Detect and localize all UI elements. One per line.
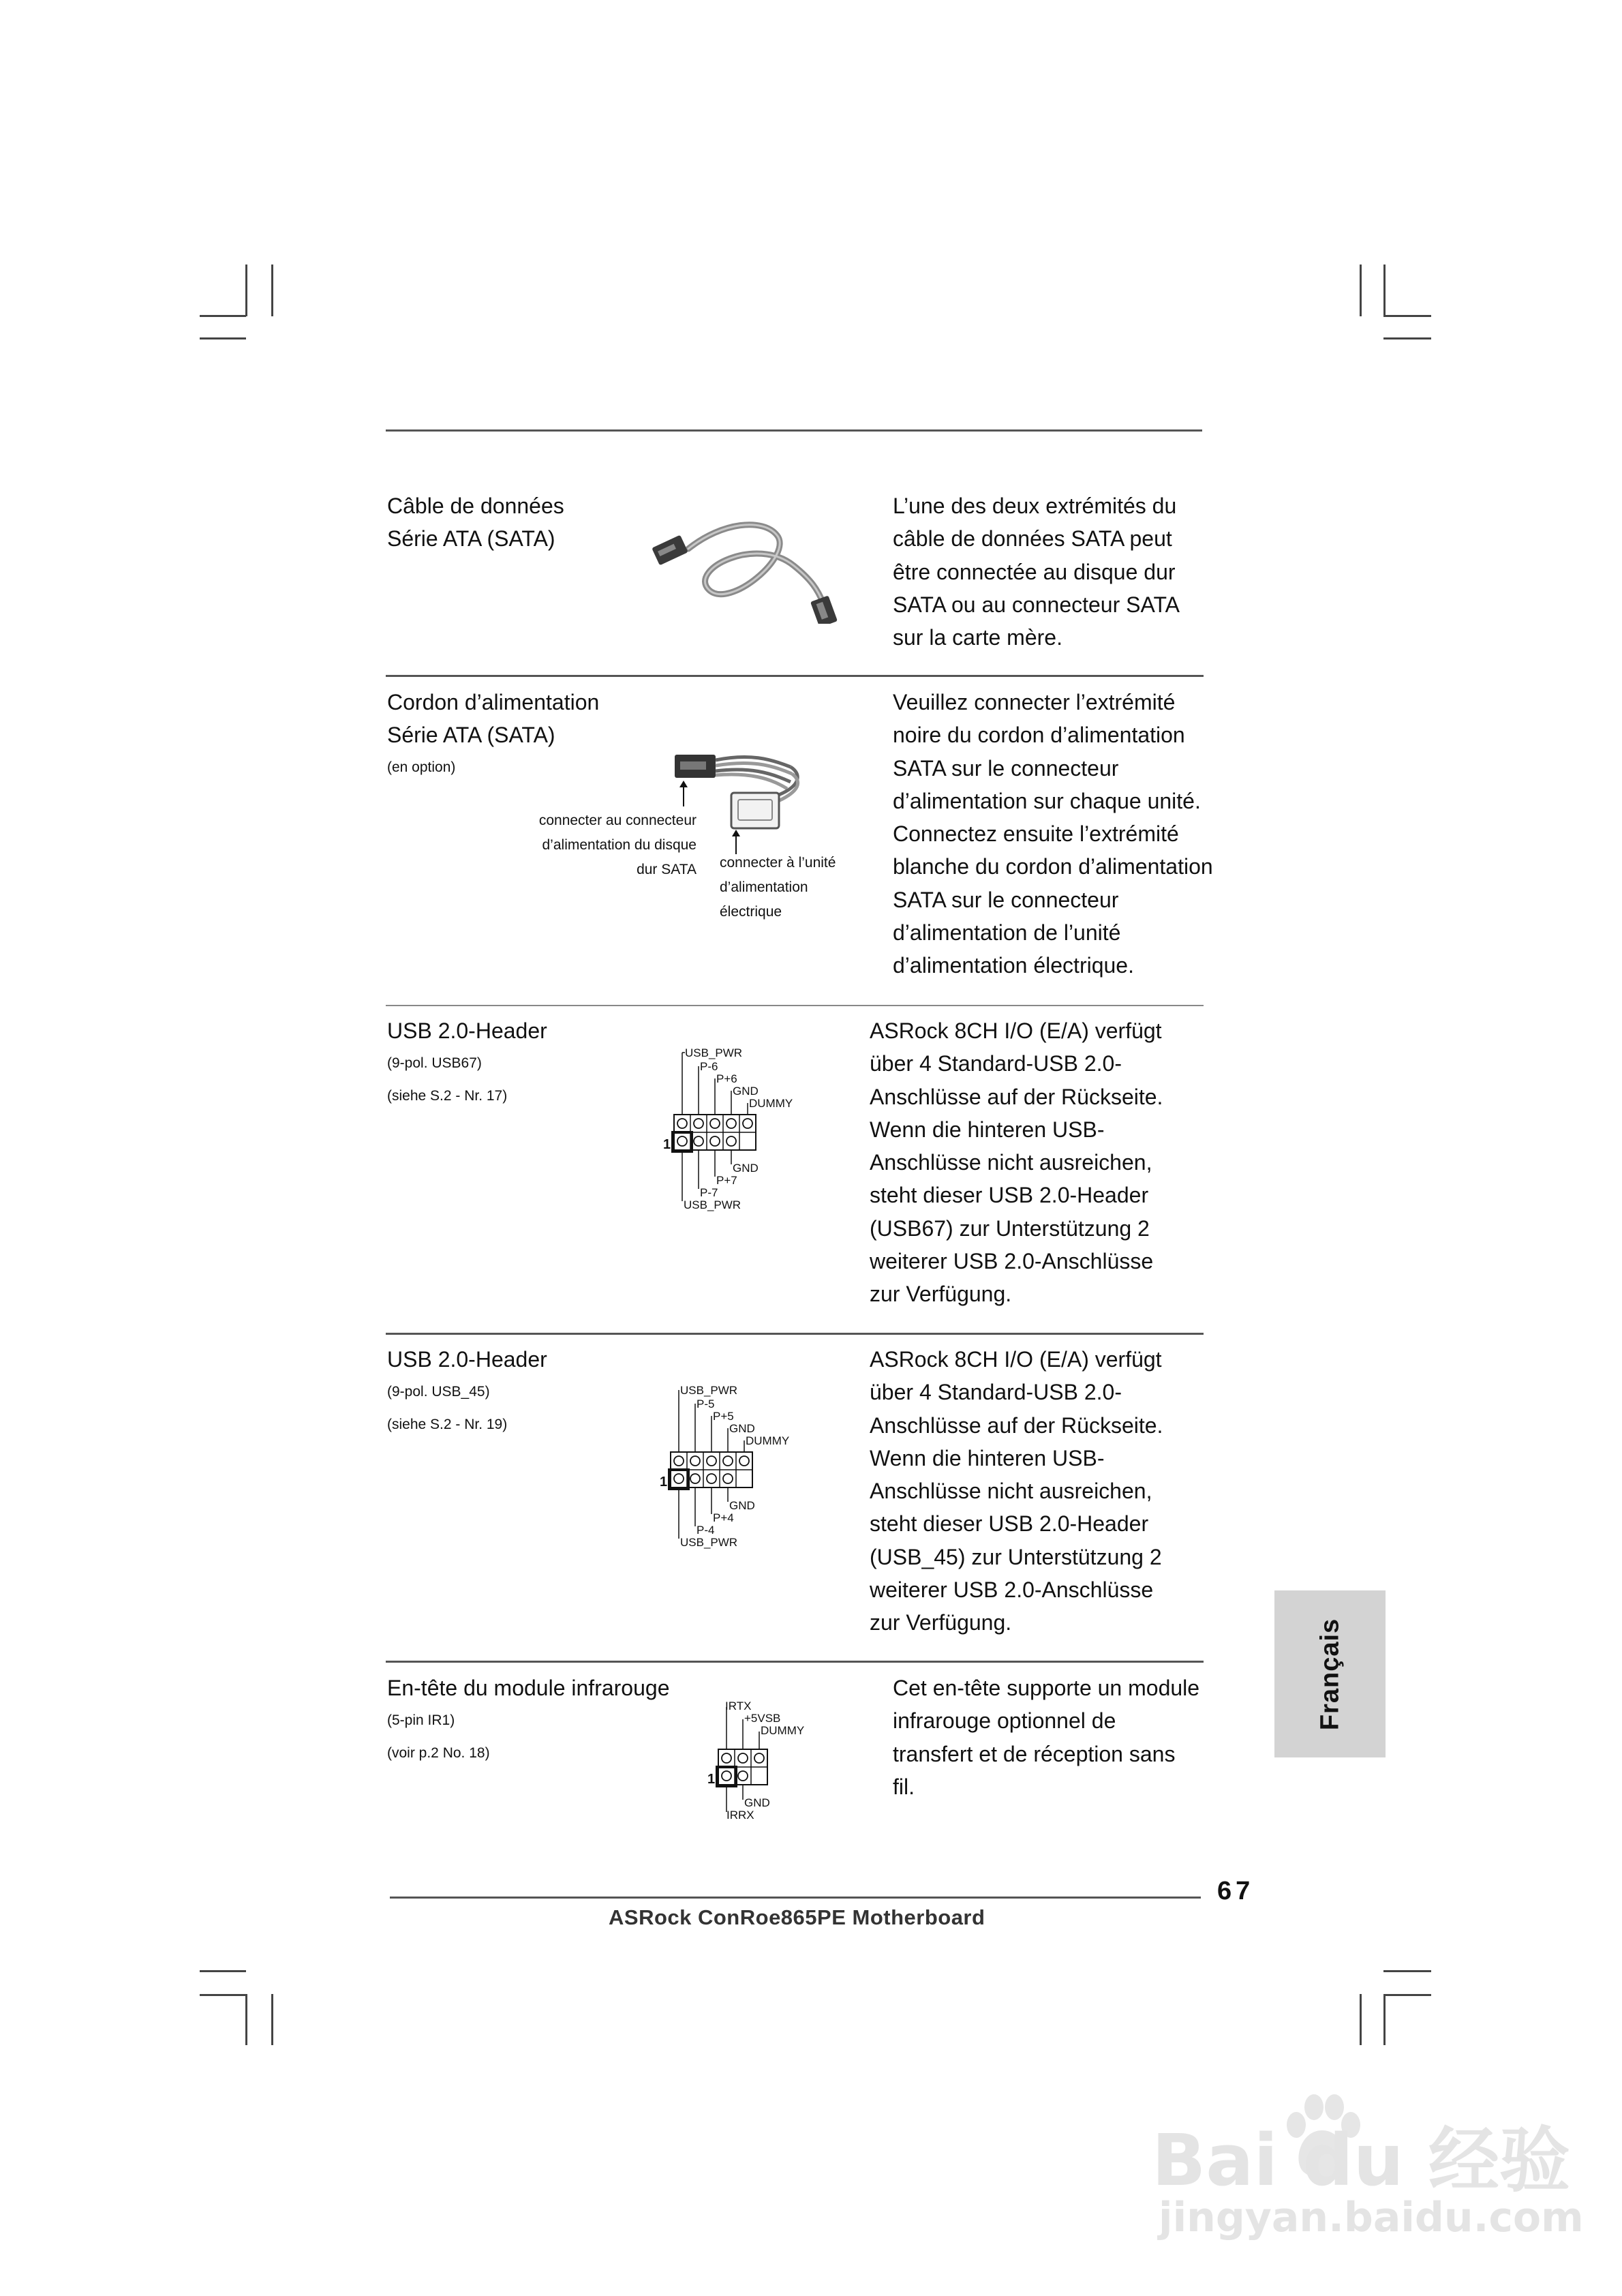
description-line: (USB67) zur Unterstützung 2 xyxy=(870,1215,1150,1241)
footer-rule xyxy=(390,1897,1201,1899)
item-usb45-description xyxy=(870,1343,1163,1640)
crop-mark xyxy=(1360,265,1362,316)
crop-mark xyxy=(200,337,246,339)
description-line: Connectez ensuite l’extrémité xyxy=(893,821,1179,847)
pin1-label: 1 xyxy=(660,1475,668,1490)
caption-line: d’alimentation du disque xyxy=(542,837,697,853)
description-line: steht dieser USB 2.0-Header xyxy=(870,1511,1149,1537)
sub-line: (voir p.2 No. 18) xyxy=(387,1745,490,1761)
pin-label: IRTX xyxy=(725,1700,752,1712)
pin-label: P+5 xyxy=(713,1410,734,1423)
description-line: Veuillez connecter l’extrémité xyxy=(893,690,1176,714)
crop-mark xyxy=(245,265,247,316)
arrow-head xyxy=(679,781,688,787)
description-line: SATA ou au connecteur SATA xyxy=(893,592,1180,617)
item-sata-power-label xyxy=(387,686,599,784)
label-line: USB 2.0-Header xyxy=(387,1018,547,1043)
description-line: weiterer USB 2.0-Anschlüsse xyxy=(870,1577,1154,1603)
description-line: Wenn die hinteren USB- xyxy=(870,1445,1105,1470)
description-line: SATA sur le connecteur xyxy=(893,887,1119,912)
item-ir-description xyxy=(893,1672,1199,1803)
sata-connector-left xyxy=(652,535,688,566)
sata-cable-illustration xyxy=(647,508,852,624)
caption-line: électrique xyxy=(720,904,782,920)
crop-mark xyxy=(1383,265,1386,316)
pin-label: P+4 xyxy=(713,1511,734,1524)
pin-label: P+7 xyxy=(716,1174,737,1187)
pin-label: P-4 xyxy=(697,1524,715,1537)
description-line: SATA sur le connecteur xyxy=(893,755,1119,781)
caption-line: connecter au connecteur xyxy=(538,813,697,828)
divider xyxy=(386,1005,1204,1006)
label-line: Cordon d’alimentation xyxy=(387,690,600,714)
pin-label: GND xyxy=(733,1162,759,1175)
description-line: (USB_45) zur Unterstützung 2 xyxy=(870,1544,1162,1569)
crop-mark xyxy=(200,315,246,317)
pin-label: DUMMY xyxy=(749,1097,793,1110)
label-line: En-tête du module infrarouge xyxy=(387,1676,670,1700)
pin-label: IRRX xyxy=(726,1809,754,1822)
divider xyxy=(386,1661,1204,1663)
pin-label: GND xyxy=(729,1499,755,1512)
watermark-url: jingyan.baidu.com xyxy=(1159,2194,1584,2241)
pin-label: GND xyxy=(733,1085,759,1098)
pin-label: GND xyxy=(729,1422,755,1435)
description-line: Wenn die hinteren USB- xyxy=(870,1117,1105,1142)
item-sata-cable-description xyxy=(893,489,1180,654)
pin-label: USB_PWR xyxy=(685,1046,743,1059)
item-sata-cable-label xyxy=(387,489,564,555)
pin-label: P-5 xyxy=(697,1398,715,1410)
item-usb67-description xyxy=(870,1014,1163,1311)
description-line: ASRock 8CH I/O (E/A) verfügt xyxy=(870,1347,1162,1372)
pin-label: USB_PWR xyxy=(680,1384,738,1397)
item-usb67-label xyxy=(387,1014,547,1113)
description-line: weiterer USB 2.0-Anschlüsse xyxy=(870,1249,1154,1274)
language-side-tab xyxy=(1274,1590,1386,1757)
description-line: noire du cordon d’alimentation xyxy=(893,723,1185,748)
crop-mark xyxy=(1383,1994,1431,1996)
description-line: zur Verfügung. xyxy=(870,1282,1012,1307)
crop-mark xyxy=(1383,1970,1431,1972)
ir-pin-diagram xyxy=(702,1697,838,1827)
description-line: über 4 Standard-USB 2.0- xyxy=(870,1051,1122,1076)
top-rule xyxy=(386,429,1202,432)
sub-line: (9-pol. USB67) xyxy=(387,1055,482,1071)
usb45-pin-diagram xyxy=(654,1380,818,1565)
description-line: blanche du cordon d’alimentation xyxy=(893,854,1213,879)
sub-line: (siehe S.2 - Nr. 17) xyxy=(387,1088,508,1104)
description-line: d’alimentation sur chaque unité. xyxy=(893,788,1201,813)
label-line: Série ATA (SATA) xyxy=(387,526,555,551)
crop-mark xyxy=(271,1994,273,2045)
watermark-brand: Bai du 经验 xyxy=(1152,2119,1570,2202)
footer-title: ASRock ConRoe865PE Motherboard xyxy=(609,1905,985,1929)
caption-left xyxy=(525,809,697,882)
pin-label: GND xyxy=(744,1796,770,1809)
crop-mark xyxy=(1383,1994,1386,2045)
sub-line: (9-pol. USB_45) xyxy=(387,1384,490,1400)
pin1-label: 1 xyxy=(707,1772,716,1787)
description-line: steht dieser USB 2.0-Header xyxy=(870,1183,1149,1208)
page-number: 67 xyxy=(1217,1877,1255,1905)
crop-mark xyxy=(200,1970,246,1972)
caption-line: d’alimentation xyxy=(720,879,808,895)
crop-mark xyxy=(1383,315,1431,317)
label-line: Série ATA (SATA) xyxy=(387,723,555,747)
sub-line: (5-pin IR1) xyxy=(387,1712,455,1728)
description-line: Anschlüsse auf der Rückseite. xyxy=(870,1413,1163,1438)
language-tab-label: Français xyxy=(1315,1618,1344,1730)
description-line: über 4 Standard-USB 2.0- xyxy=(870,1380,1122,1405)
label-line: Câble de données xyxy=(387,494,564,518)
description-line: d’alimentation électrique. xyxy=(893,953,1134,978)
description-line: d’alimentation de l’unité xyxy=(893,920,1121,946)
sub-line: (en option) xyxy=(387,759,456,775)
crop-mark xyxy=(245,1994,247,2045)
caption-line: dur SATA xyxy=(637,862,697,877)
label-line: USB 2.0-Header xyxy=(387,1347,547,1372)
pin-label: P-7 xyxy=(700,1186,718,1199)
pin-label: +5VSB xyxy=(744,1712,781,1725)
crop-mark xyxy=(1383,337,1431,339)
pin-label: P+6 xyxy=(716,1072,737,1085)
pin1-label: 1 xyxy=(663,1137,671,1152)
description-line: câble de données SATA peut xyxy=(893,526,1172,552)
description-line: ASRock 8CH I/O (E/A) verfügt xyxy=(870,1018,1162,1043)
description-line: infrarouge optionnel de xyxy=(893,1708,1116,1734)
description-line: fil. xyxy=(893,1774,915,1799)
pin-label: P-6 xyxy=(700,1060,718,1073)
sata-connector-right xyxy=(810,595,838,624)
caption-line: connecter à l’unité xyxy=(720,855,836,871)
divider xyxy=(386,675,1204,677)
description-line: Cet en-tête supporte un module xyxy=(893,1676,1200,1700)
description-line: L’une des deux extrémités du xyxy=(893,494,1177,518)
item-sata-power-description xyxy=(893,686,1213,982)
pin-label: USB_PWR xyxy=(684,1198,741,1211)
sub-line: (siehe S.2 - Nr. 19) xyxy=(387,1417,508,1432)
usb67-pin-diagram xyxy=(658,1043,821,1227)
pin-label: DUMMY xyxy=(761,1724,805,1737)
item-usb45-label xyxy=(387,1343,547,1441)
caption-right xyxy=(720,851,836,924)
description-line: être connectée au disque dur xyxy=(893,559,1176,584)
divider xyxy=(386,1333,1204,1335)
item-ir-label xyxy=(387,1672,669,1770)
pin-label: DUMMY xyxy=(746,1434,790,1447)
crop-mark xyxy=(200,1994,246,1996)
description-line: sur la carte mère. xyxy=(893,625,1062,650)
description-line: Anschlüsse nicht ausreichen, xyxy=(870,1150,1152,1175)
crop-mark xyxy=(271,265,273,316)
description-line: zur Verfügung. xyxy=(870,1610,1012,1635)
description-line: Anschlüsse auf der Rückseite. xyxy=(870,1084,1163,1109)
crop-mark xyxy=(1360,1994,1362,2045)
pin-label: USB_PWR xyxy=(680,1536,738,1549)
description-line: transfert et de réception sans xyxy=(893,1741,1176,1766)
arrow-head xyxy=(732,830,740,836)
description-line: Anschlüsse nicht ausreichen, xyxy=(870,1479,1152,1504)
